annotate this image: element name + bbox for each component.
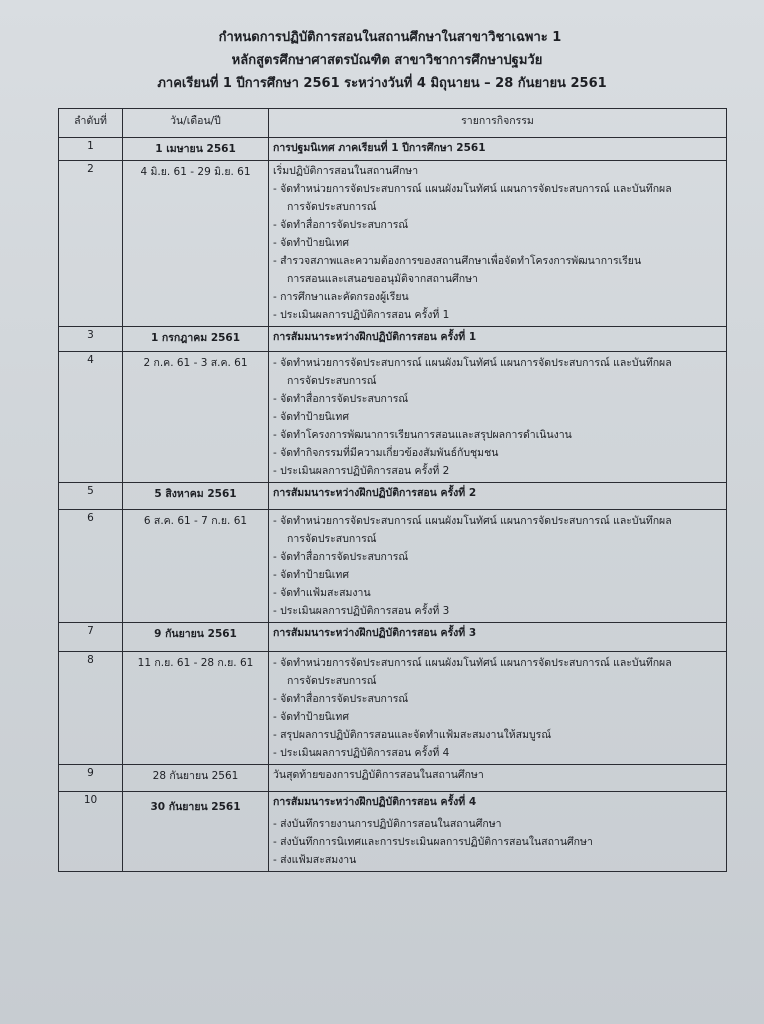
row-number: 4 [59, 352, 123, 483]
semester-period: ภาคเรียนที่ 1 ปีการศึกษา 2561 ระหว่างวันที่ 4 มิถุนายน – 28 กันยายน 2561 [157, 76, 607, 91]
activity-item: การจัดประสบการณ์ [287, 675, 377, 687]
schedule-table [58, 108, 727, 872]
activity-title: เริ่มปฏิบัติการสอนในสถานศึกษา [273, 165, 419, 177]
activity-item: - จัดทำหน่วยการจัดประสบการณ์ แผนผังมโนทัศน์ แผนการจัดประสบการณ์ และบันทึกผล [273, 357, 672, 369]
activity-item: การจัดประสบการณ์ [287, 375, 377, 387]
activity-item: การสอนและเสนอขออนุมัติจากสถานศึกษา [287, 273, 478, 285]
activity-item: - จัดทำหน่วยการจัดประสบการณ์ แผนผังมโนทัศน์ แผนการจัดประสบการณ์ และบันทึกผล [273, 657, 672, 669]
row-number: 3 [59, 327, 123, 352]
activity-item: การจัดประสบการณ์ [287, 533, 377, 545]
document-header [0, 26, 764, 95]
activity-item: - จัดทำป้ายนิเทศ [273, 411, 349, 423]
table-row [59, 138, 727, 161]
row-number: 6 [59, 510, 123, 623]
activity-item: - จัดทำสื่อการจัดประสบการณ์ [273, 219, 409, 231]
row-date: 11 ก.ย. 61 - 28 ก.ย. 61 [123, 652, 269, 765]
column-header-order: ลำดับที่ [59, 109, 123, 138]
document-title: กำหนดการปฏิบัติการสอนในสถานศึกษาในสาขาวิชาเฉพาะ 1 [218, 30, 562, 45]
activity-item: - จัดทำกิจกรรมที่มีความเกี่ยวข้องสัมพันธ์กับชุมชน [273, 447, 499, 459]
row-date: 1 กรกฎาคม 2561 [123, 327, 269, 352]
program-title: หลักสูตรศึกษาศาสตรบัณฑิต สาขาวิชาการศึกษาปฐมวัย [231, 53, 543, 68]
activity-item: - ส่งบันทึกรายงานการปฏิบัติการสอนในสถานศึกษา [273, 818, 502, 830]
activity-item: - จัดทำป้ายนิเทศ [273, 569, 349, 581]
row-activities [269, 652, 727, 765]
row-date: 6 ส.ค. 61 - 7 ก.ย. 61 [123, 510, 269, 623]
activity-item: - ประเมินผลการปฏิบัติการสอน ครั้งที่ 3 [273, 605, 450, 617]
column-header-activities: รายการกิจกรรม [269, 109, 727, 138]
activity-item: - จัดทำแฟ้มสะสมงาน [273, 587, 371, 599]
table-row [59, 327, 727, 352]
row-date: 1 เมษายน 2561 [123, 138, 269, 161]
row-number: 5 [59, 483, 123, 510]
activity-item: - ประเมินผลการปฏิบัติการสอน ครั้งที่ 1 [273, 309, 450, 321]
activity-item: - จัดทำป้ายนิเทศ [273, 711, 349, 723]
activity-item: - จัดทำสื่อการจัดประสบการณ์ [273, 393, 409, 405]
row-number: 8 [59, 652, 123, 765]
activity-item: - สรุปผลการปฏิบัติการสอนและจัดทำแฟ้มสะสมงานให้สมบูรณ์ [273, 729, 552, 741]
row-date: 30 กันยายน 2561 [123, 792, 269, 872]
table-header-row [59, 109, 727, 138]
row-date: 5 สิงหาคม 2561 [123, 483, 269, 510]
activity-title: วันสุดท้ายของการปฏิบัติการสอนในสถานศึกษา [273, 769, 484, 781]
activity-title: การสัมมนาระหว่างฝึกปฏิบัติการสอน ครั้งที่ 1 [273, 331, 477, 343]
activity-item: - ประเมินผลการปฏิบัติการสอน ครั้งที่ 4 [273, 747, 450, 759]
row-number: 9 [59, 765, 123, 792]
activity-item: - จัดทำโครงการพัฒนาการเรียนการสอนและสรุปผลการดำเนินงาน [273, 429, 572, 441]
row-activities [269, 327, 727, 352]
table-row [59, 510, 727, 623]
table-row [59, 483, 727, 510]
activity-title: การปฐมนิเทศ ภาคเรียนที่ 1 ปีการศึกษา 2561 [273, 142, 486, 154]
row-number: 1 [59, 138, 123, 161]
row-activities [269, 138, 727, 161]
activity-item: - ส่งบันทึกการนิเทศและการประเมินผลการปฏิบัติการสอนในสถานศึกษา [273, 836, 593, 848]
activity-item: - การศึกษาและคัดกรองผู้เรียน [273, 291, 409, 303]
activity-list [273, 354, 722, 480]
row-activities [269, 792, 727, 872]
column-header-date: วัน/เดือน/ปี [123, 109, 269, 138]
activity-item: - จัดทำสื่อการจัดประสบการณ์ [273, 693, 409, 705]
activity-item: - จัดทำป้ายนิเทศ [273, 237, 349, 249]
table-row [59, 161, 727, 327]
row-date: 28 กันยายน 2561 [123, 765, 269, 792]
row-date: 9 กันยายน 2561 [123, 623, 269, 652]
row-number: 10 [59, 792, 123, 872]
row-date: 4 มิ.ย. 61 - 29 มิ.ย. 61 [123, 161, 269, 327]
row-date: 2 ก.ค. 61 - 3 ส.ค. 61 [123, 352, 269, 483]
table-row [59, 792, 727, 872]
activity-list [273, 180, 722, 324]
activity-list [273, 512, 722, 620]
activity-title: การสัมมนาระหว่างฝึกปฏิบัติการสอน ครั้งที่ 2 [273, 487, 477, 499]
activity-list [273, 815, 722, 869]
activity-item: - ประเมินผลการปฏิบัติการสอน ครั้งที่ 2 [273, 465, 450, 477]
activity-item: - สำรวจสภาพและความต้องการของสถานศึกษาเพื่อจัดทำโครงการพัฒนาการเรียน [273, 255, 642, 267]
activity-title: การสัมมนาระหว่างฝึกปฏิบัติการสอน ครั้งที่ 3 [273, 627, 477, 639]
row-number: 7 [59, 623, 123, 652]
activity-item: - จัดทำหน่วยการจัดประสบการณ์ แผนผังมโนทัศน์ แผนการจัดประสบการณ์ และบันทึกผล [273, 183, 672, 195]
row-number: 2 [59, 161, 123, 327]
table-row [59, 765, 727, 792]
activity-item: - จัดทำหน่วยการจัดประสบการณ์ แผนผังมโนทัศน์ แผนการจัดประสบการณ์ และบันทึกผล [273, 515, 672, 527]
row-activities [269, 623, 727, 652]
activity-item: การจัดประสบการณ์ [287, 201, 377, 213]
row-activities [269, 352, 727, 483]
row-activities [269, 765, 727, 792]
table-row [59, 652, 727, 765]
activity-title: การสัมมนาระหว่างฝึกปฏิบัติการสอน ครั้งที่ 4 [273, 796, 477, 808]
row-activities [269, 483, 727, 510]
row-activities [269, 510, 727, 623]
table-row [59, 352, 727, 483]
activity-list [273, 654, 722, 762]
table-row [59, 623, 727, 652]
row-activities [269, 161, 727, 327]
activity-item: - จัดทำสื่อการจัดประสบการณ์ [273, 551, 409, 563]
activity-item: - ส่งแฟ้มสะสมงาน [273, 854, 357, 866]
